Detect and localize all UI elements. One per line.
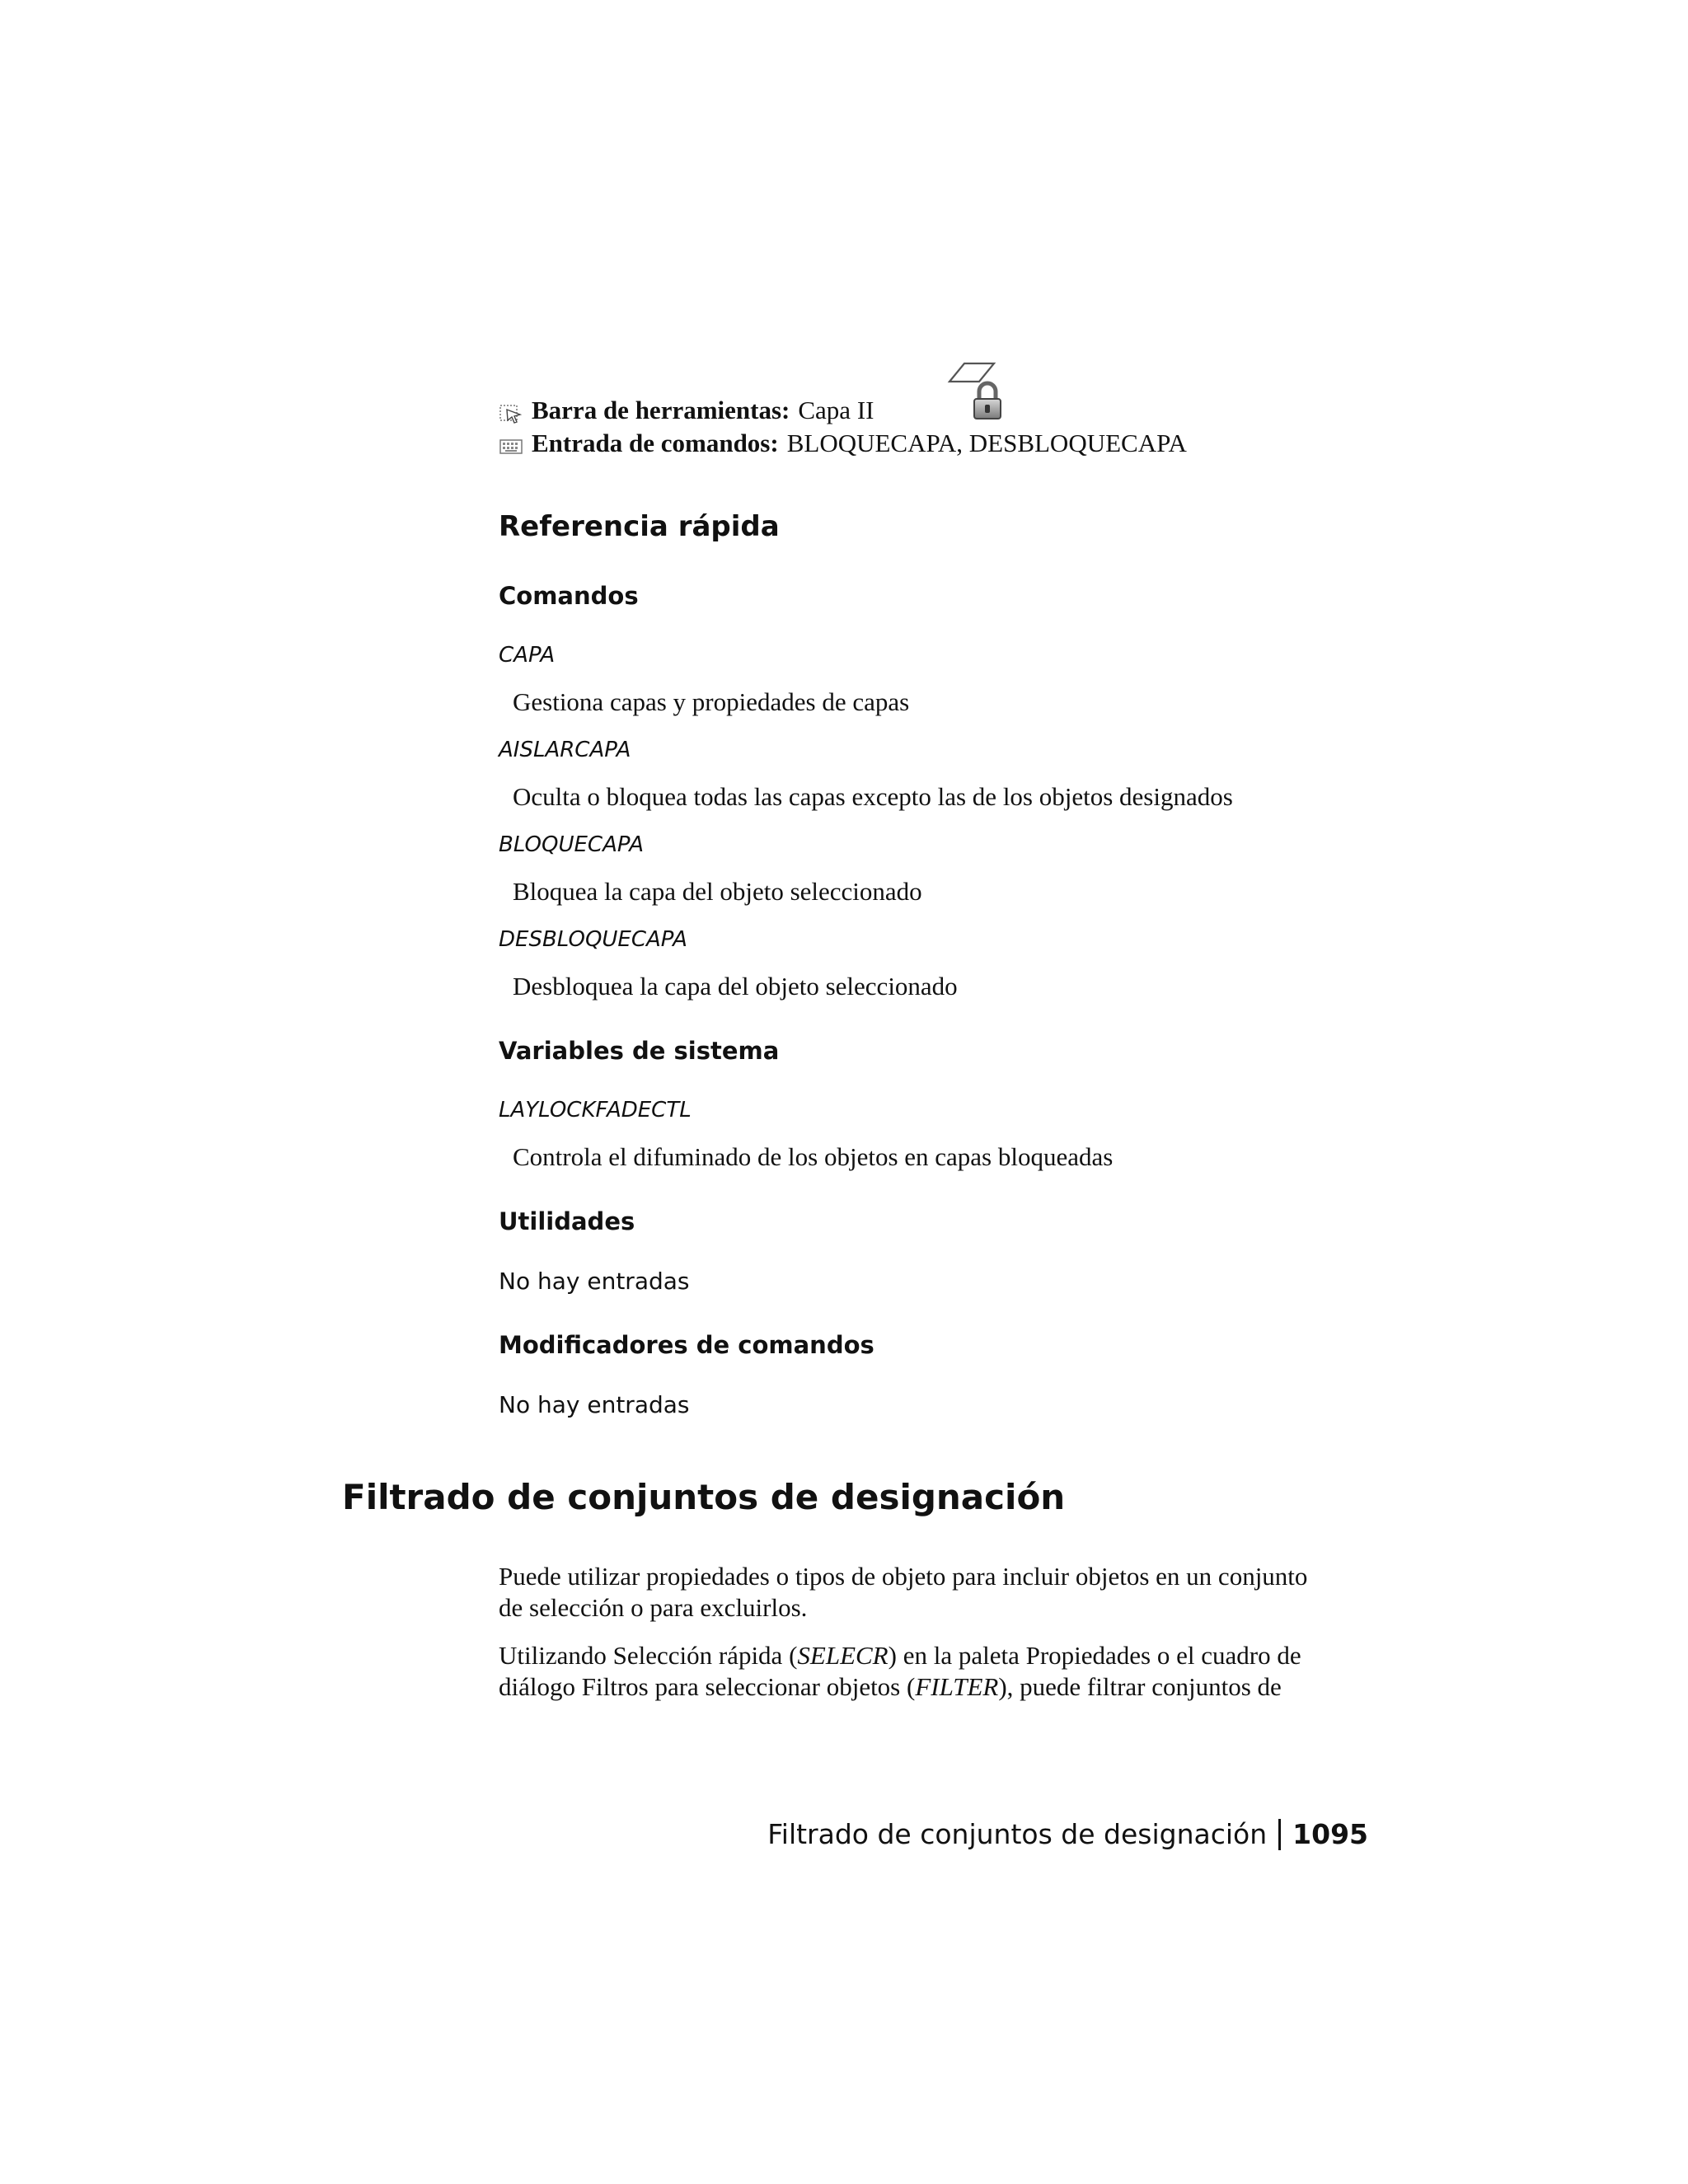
page-number: 1095 bbox=[1292, 1818, 1368, 1850]
running-title: Filtrado de conjuntos de designación bbox=[767, 1818, 1268, 1850]
command-description: Gestiona capas y propiedades de capas bbox=[513, 687, 910, 716]
footer-separator bbox=[1278, 1819, 1281, 1850]
command-description: Desbloquea la capa del objeto seleccionado bbox=[513, 972, 958, 1001]
paragraph-line: diálogo Filtros para seleccionar objetos (FILTER), puede filtrar conjuntos de bbox=[499, 1672, 1282, 1701]
paragraph-line: Puede utilizar propiedades o tipos de objeto para incluir objetos en un conjunto bbox=[499, 1562, 1308, 1591]
command-description: Oculta o bloquea todas las capas excepto las de los objetos designados bbox=[513, 782, 1233, 811]
modifiers-text: No hay entradas bbox=[499, 1391, 690, 1418]
command-name: DESBLOQUECAPA bbox=[499, 927, 687, 952]
command-entry-line bbox=[499, 427, 1187, 460]
section-title: Filtrado de conjuntos de designación bbox=[342, 1477, 1066, 1517]
commands-heading: Comandos bbox=[499, 582, 639, 610]
toolbar-label: Barra de herramientas: bbox=[532, 396, 790, 424]
command-description: Bloquea la capa del objeto seleccionado bbox=[513, 877, 922, 906]
toolbar-value: Capa II bbox=[798, 396, 874, 424]
command-label: Entrada de comandos: bbox=[532, 429, 779, 457]
sysvar-name: LAYLOCKFADECTL bbox=[499, 1098, 692, 1122]
keyboard-icon bbox=[499, 433, 523, 454]
command-name: BLOQUECAPA bbox=[499, 832, 645, 857]
utilities-text: No hay entradas bbox=[499, 1268, 690, 1295]
command-name: AISLARCAPA bbox=[499, 738, 631, 762]
section-paragraph-1 bbox=[499, 1561, 1372, 1624]
utilities-heading: Utilidades bbox=[499, 1207, 635, 1235]
layer-lock-icon bbox=[946, 359, 1019, 421]
quick-reference-heading: Referencia rápida bbox=[499, 510, 780, 543]
sysvars-heading: Variables de sistema bbox=[499, 1037, 780, 1065]
paragraph-line: Utilizando Selección rápida (SELECR) en la paleta Propiedades o el cuadro de bbox=[499, 1641, 1301, 1670]
section-paragraph-2 bbox=[499, 1640, 1372, 1703]
command-value: BLOQUECAPA, DESBLOQUECAPA bbox=[786, 429, 1187, 457]
toolbar-access-line bbox=[499, 394, 874, 427]
sysvar-description: Controla el difuminado de los objetos en capas bloqueadas bbox=[513, 1142, 1114, 1171]
toolbar-icon bbox=[499, 400, 523, 421]
page-footer bbox=[767, 1816, 1368, 1853]
command-name: CAPA bbox=[499, 643, 556, 668]
modifiers-heading: Modificadores de comandos bbox=[499, 1331, 874, 1359]
paragraph-line: de selección o para excluirlos. bbox=[499, 1593, 808, 1622]
